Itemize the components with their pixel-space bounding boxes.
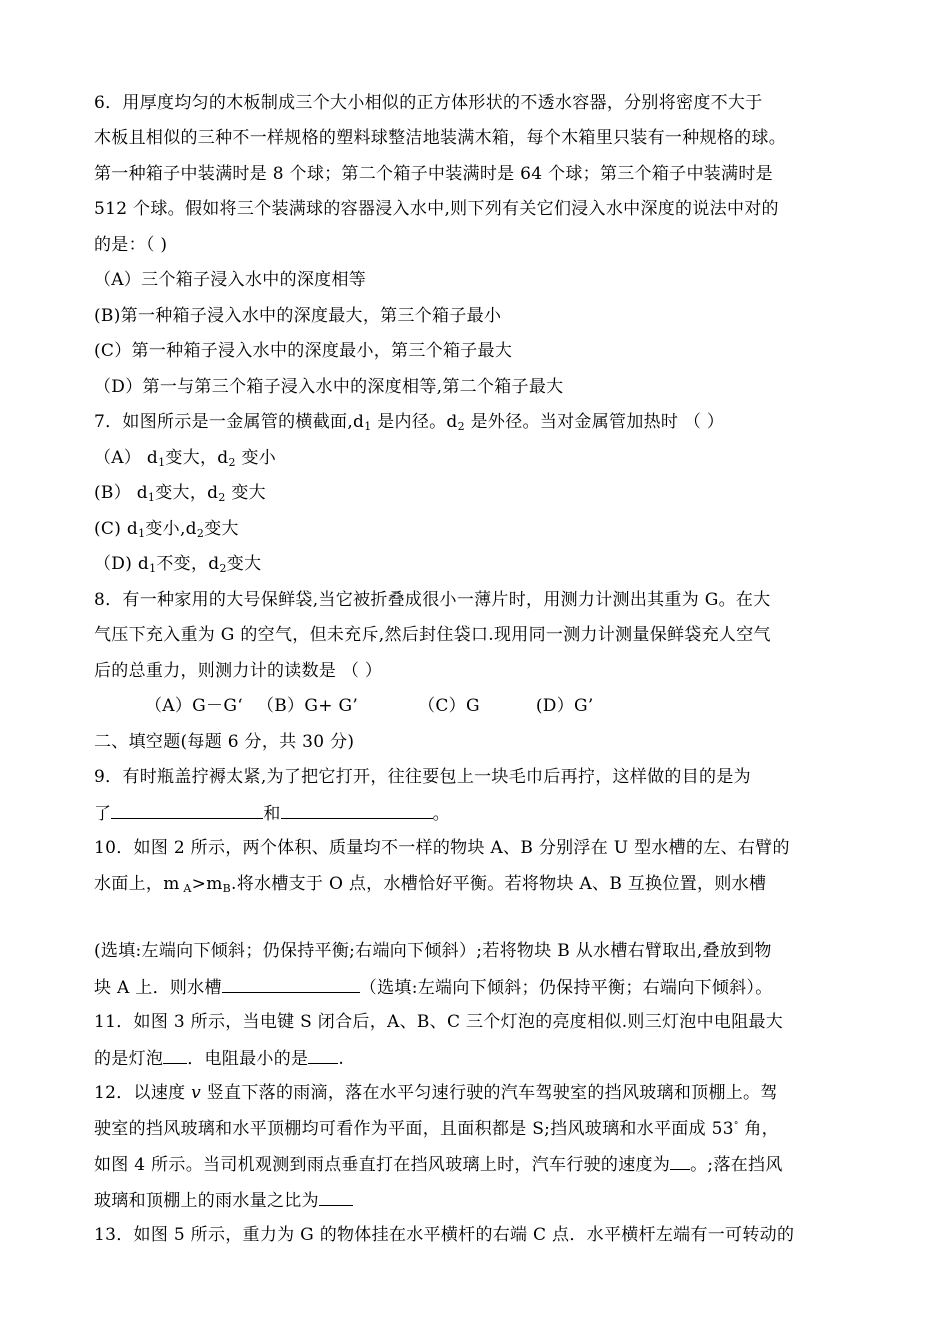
q9-line-1: 9．有时瓶盖拧褥太紧,为了把它打开，往往要包上一块毛巾后再拧，这样做的目的是为 bbox=[94, 767, 751, 787]
q7-option-c-text-2: 变小,d bbox=[145, 519, 197, 539]
q7-option-b-sub-1: 1 bbox=[147, 491, 156, 504]
q8-option-a: （A）G－G‘ bbox=[145, 696, 243, 716]
q7-option-b-text-2: 变大，d bbox=[155, 483, 219, 503]
q6-option-d: （D）第一与第三个箱子浸入水中的深度相等,第二个箱子最大 bbox=[94, 377, 564, 397]
q12-line-1 bbox=[94, 1082, 778, 1104]
q12-text-d: 角， bbox=[738, 1119, 779, 1139]
q7-option-c bbox=[94, 518, 239, 540]
q6-option-c: (C）第一种箱子浸入水中的深度最小，第三个箱子最大 bbox=[94, 341, 513, 361]
q7-option-a-text-2: 变大，d bbox=[165, 448, 229, 468]
q11-text-b: ．电阻最小的是 bbox=[187, 1049, 309, 1069]
q11-text-c: . bbox=[338, 1049, 345, 1069]
q7-option-d-sub-2: 2 bbox=[219, 562, 227, 575]
q8-line-2: 气压下充入重为 G 的空气，但未充斥,然后封住袋口.现用同一测力计测量保鲜袋充人空气 bbox=[94, 625, 771, 645]
q7-stem bbox=[94, 411, 724, 433]
q12-line-2 bbox=[94, 1118, 779, 1140]
q7-option-c-sub-2: 2 bbox=[196, 527, 205, 540]
q8-option-d: (D）G’ bbox=[535, 696, 594, 716]
q10-line-1: 10．如图 2 所示，两个体积、质量均不一样的物块 A、B 分别浮在 U 型水槽的左、右臂的 bbox=[94, 838, 790, 858]
q10-text-e: （选填:左端向下倾斜；仍保持平衡；右端向下倾斜）。 bbox=[359, 978, 773, 998]
q9-text-b: 和 bbox=[263, 804, 281, 824]
q11-line-2 bbox=[94, 1047, 344, 1070]
q10-text-b: >m bbox=[191, 874, 223, 894]
q9-answer-blank-1[interactable] bbox=[111, 802, 263, 819]
q12-text-f: 。;落在挡风 bbox=[690, 1155, 783, 1175]
q6-line-3: 第一种箱子中装满时是 8 个球；第二个箱子中装满时是 64 个球；第三个箱子中装满时是 bbox=[94, 164, 773, 184]
q9-text-c: 。 bbox=[432, 804, 450, 824]
q12-velocity-symbol: v bbox=[191, 1083, 202, 1103]
q12-answer-blank-2[interactable] bbox=[319, 1189, 353, 1206]
q9-line-2 bbox=[94, 802, 450, 825]
q6-line-2: 木板且相似的三种不一样规格的塑料球整洁地装满木箱，每个木箱里只装有一种规格的球。 bbox=[94, 128, 786, 148]
q7-option-b-sub-2: 2 bbox=[218, 491, 226, 504]
q12-text-e: 如图 4 所示。当司机观测到雨点垂直打在挡风玻璃上时，汽车行驶的速度为 bbox=[94, 1155, 671, 1175]
q10-sub-b: B bbox=[222, 882, 232, 895]
q7-option-b-text-3: 变大 bbox=[225, 483, 266, 503]
q11-answer-blank-1[interactable] bbox=[163, 1047, 187, 1064]
q7-option-d-text: （D) d bbox=[94, 554, 150, 574]
q7-option-a-sub-1: 1 bbox=[158, 456, 166, 469]
q7-option-a-text-3: 变小 bbox=[235, 448, 277, 468]
q10-line-3: (选填:左端向下倾斜；仍保持平衡;右端向下倾斜）;若将物块 B 从水槽右臂取出,叠放到物 bbox=[94, 941, 772, 961]
q7-option-d-text-2: 不变，d bbox=[156, 554, 220, 574]
q7-option-c-sub-1: 1 bbox=[138, 527, 146, 540]
q6-line-4: 512 个球。假如将三个装满球的容器浸入水中,则下列有关它们浸入水中深度的说法中对的 bbox=[94, 199, 779, 219]
q8-option-c: （C）G bbox=[418, 696, 480, 716]
q7-stem-text-a: 7．如图所示是一金属管的横截面,d bbox=[94, 412, 365, 432]
q7-option-d-text-3: 变大 bbox=[226, 554, 262, 574]
q10-text-d: 块 A 上．则水槽 bbox=[94, 978, 222, 998]
q7-option-d bbox=[94, 553, 261, 575]
q10-text-a: 水面上，m bbox=[94, 874, 180, 894]
q7-option-a-sub-2: 2 bbox=[228, 456, 236, 469]
q9-answer-blank-2[interactable] bbox=[281, 802, 433, 819]
q11-answer-blank-2[interactable] bbox=[308, 1047, 338, 1064]
q7-option-a bbox=[94, 447, 276, 469]
q12-text-g: 玻璃和顶棚上的雨水量之比为 bbox=[94, 1191, 319, 1211]
q12-line-4 bbox=[94, 1189, 353, 1212]
q7-stem-text-b: 是内径。d bbox=[371, 412, 458, 432]
q7-option-b bbox=[94, 482, 266, 504]
q12-line-3 bbox=[94, 1153, 783, 1176]
q12-answer-blank-1[interactable] bbox=[670, 1153, 690, 1170]
q6-line-5: 的是：（ ) bbox=[94, 235, 168, 255]
q10-sub-a: A bbox=[179, 882, 192, 895]
q6-option-b: (B)第一种箱子浸入水中的深度最大，第三个箱子最小 bbox=[94, 306, 502, 326]
q13-line-1: 13．如图 5 所示，重力为 G 的物体挂在水平横杆的右端 C 点．水平横杆左端有一可转动的 bbox=[94, 1225, 795, 1245]
q6-option-a: （A）三个箱子浸入水中的深度相等 bbox=[94, 270, 367, 290]
q10-line-2 bbox=[94, 873, 766, 895]
q12-text-b: 竖直下落的雨滴，落在水平匀速行驶的汽车驾驶室的挡风玻璃和顶棚上。驾 bbox=[201, 1083, 778, 1103]
q7-option-a-text: （A） d bbox=[94, 448, 159, 468]
q7-option-c-text-3: 变大 bbox=[204, 519, 239, 539]
q7-option-b-text: (B） d bbox=[94, 483, 148, 503]
q7-option-c-text: (C) d bbox=[94, 519, 139, 539]
q8-option-b: （B）G+ G’ bbox=[256, 696, 359, 716]
q6-line-1: 6．用厚度均匀的木板制成三个大小相似的正方体形状的不透水容器，分别将密度不大于 bbox=[94, 93, 763, 113]
q10-text-c: .将水槽支于 O 点，水槽恰好平衡。若将物块 A、B 互换位置，则水槽 bbox=[231, 874, 767, 894]
q7-stem-sub-1: 1 bbox=[364, 420, 372, 433]
q7-stem-text-c: 是外径。当对金属管加热时 （ ） bbox=[464, 412, 725, 432]
q12-degree-sign: ° bbox=[733, 1121, 739, 1131]
q11-text-a: 的是灯泡 bbox=[94, 1049, 164, 1069]
q10-line-4 bbox=[94, 976, 773, 999]
q7-stem-sub-2: 2 bbox=[457, 420, 465, 433]
q11-line-1: 11．如图 3 所示，当电键 S 闭合后，A、B、C 三个灯泡的亮度相似.则三灯泡中电阻最大 bbox=[94, 1012, 784, 1032]
q8-line-3: 后的总重力，则测力计的读数是 （ ） bbox=[94, 661, 383, 681]
q8-options bbox=[145, 695, 594, 717]
section-title-fill-in: 二、填空题(每题 6 分，共 30 分) bbox=[94, 732, 355, 752]
q9-text-a: 了 bbox=[94, 804, 112, 824]
q7-option-d-sub-1: 1 bbox=[149, 562, 157, 575]
q12-text-c: 驶室的挡风玻璃和水平顶棚均可看作为平面，且面积都是 S;挡风玻璃和水平面成 53 bbox=[94, 1119, 734, 1139]
q10-answer-blank[interactable] bbox=[222, 976, 360, 993]
q8-line-1: 8．有一种家用的大号保鲜袋,当它被折叠成很小一薄片时，用测力计测出其重为 G。在大 bbox=[94, 590, 771, 610]
q12-text-a: 12．以速度 bbox=[94, 1083, 192, 1103]
